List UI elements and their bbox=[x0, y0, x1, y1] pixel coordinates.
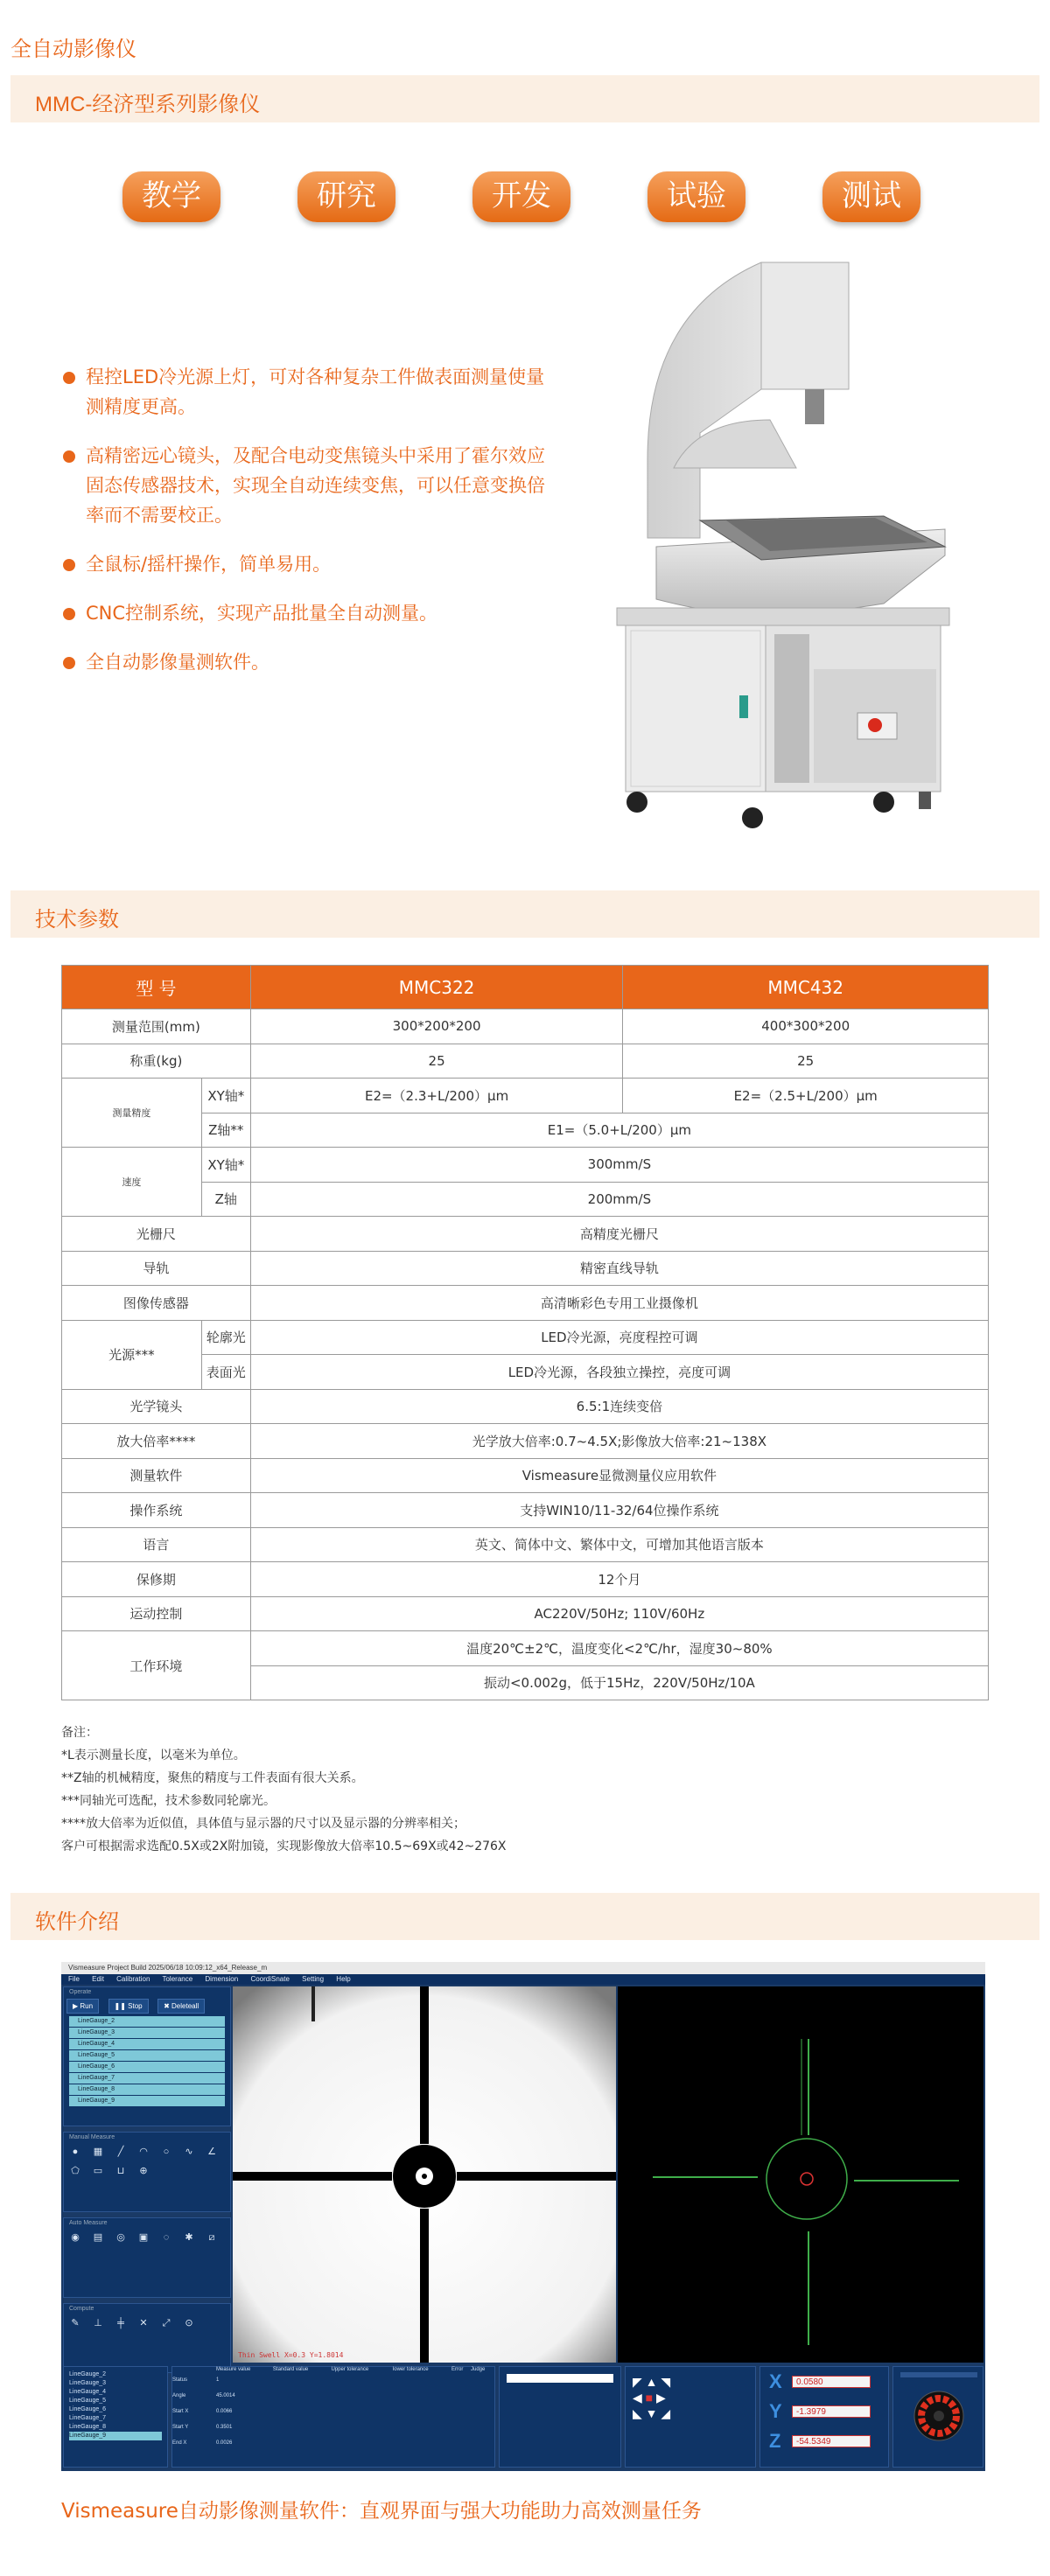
list-item[interactable]: LineGauge_9 bbox=[69, 2096, 225, 2106]
pill-teaching: 教学 bbox=[122, 171, 220, 222]
bullet-icon bbox=[63, 450, 75, 463]
curve-tool-icon[interactable]: ∿ bbox=[185, 2147, 193, 2157]
coordinate-panel bbox=[760, 2366, 889, 2468]
table-row: 测量精度 XY轴* E2=（2.3+L/200）μm E2=（2.5+L/200）μm bbox=[62, 1079, 989, 1113]
line-tool-icon[interactable]: ╱ bbox=[117, 2147, 124, 2157]
point-tool-icon[interactable]: ● bbox=[72, 2147, 79, 2157]
manual-measure-panel: Manual Measure ● ▦ ╱ ◠ ○ ∿ ∠⬠ ▭ ⊔ ⊕ bbox=[63, 2132, 231, 2212]
table-row: 操作系统 支持WIN10/11-32/64位操作系统 bbox=[62, 1493, 989, 1528]
jog-up-icon[interactable]: ▲ bbox=[645, 2375, 658, 2389]
sw-menubar bbox=[61, 1974, 985, 1985]
camera-view-secondary[interactable] bbox=[618, 1986, 984, 2363]
table-row: 保修期 12个月 bbox=[62, 1562, 989, 1597]
auto-line-icon[interactable]: ▤ bbox=[93, 2232, 103, 2243]
compute-panel: Compute ✎ ⊥ ╪ ✕ ⤢ ⊙ bbox=[63, 2303, 231, 2373]
feature-list bbox=[63, 362, 553, 696]
jog-down-right-icon[interactable]: ◢ bbox=[661, 2406, 671, 2420]
table-row: 图像传感器 高清晰彩色专用工业摄像机 bbox=[62, 1286, 989, 1321]
table-row: 光源*** 轮廓光 LED冷光源，亮度程控可调 bbox=[62, 1320, 989, 1355]
feature-item: 程控LED冷光源上灯，可对各种复杂工件做表面测量使量测精度更高。 bbox=[63, 362, 553, 422]
light-slider[interactable] bbox=[900, 2372, 977, 2377]
table-row: Z轴** E1=（5.0+L/200）μm bbox=[62, 1113, 989, 1148]
table-row: 测量范围(mm) 300*200*200 400*300*200 bbox=[62, 1009, 989, 1044]
pill-experiment: 试验 bbox=[648, 171, 746, 222]
feature-item: 全鼠标/摇杆操作，简单易用。 bbox=[63, 549, 553, 579]
list-item[interactable]: LineGauge_5 bbox=[69, 2050, 225, 2061]
notes bbox=[61, 1721, 507, 1858]
light-control-panel bbox=[892, 2366, 984, 2468]
gauge-list-panel bbox=[63, 2366, 168, 2468]
angle-tool-icon[interactable]: ∠ bbox=[207, 2147, 216, 2157]
table-row: Start X 0.0066 bbox=[172, 2409, 233, 2414]
note-item: *L表示测量长度，以毫米为单位。 bbox=[61, 1749, 246, 1763]
software-screenshot bbox=[61, 1962, 985, 2471]
operate-panel: Operate ▶ Run ❚❚ Stop ✖ Deleteall LineGauge_2 LineGauge_3 LineGauge_4 LineGauge_5 LineGauge_6 LineGauge_7 LineGauge_8 LineGauge_9 bbox=[63, 1986, 231, 2126]
status-panel bbox=[499, 2366, 621, 2468]
software-section-title: 软件介绍 bbox=[35, 1910, 119, 1934]
list-item[interactable]: LineGauge_3 bbox=[69, 2380, 107, 2386]
camera-image bbox=[233, 1986, 616, 2363]
jog-up-left-icon[interactable]: ◤ bbox=[633, 2375, 642, 2389]
z-axis-label: Z bbox=[769, 2430, 781, 2452]
feature-item: 高精密远心镜头，及配合电动变焦镜头中采用了霍尔效应固态传感器技术，实现全自动连续变焦，可以任意变换倍率而不需要校正。 bbox=[63, 441, 553, 530]
ring-light-icon[interactable] bbox=[913, 2390, 965, 2442]
table-row: Measure value Standard value Upper tolerance lower tolerance Error Judge bbox=[216, 2367, 486, 2372]
pill-development: 开发 bbox=[472, 171, 570, 222]
stop-button[interactable]: ❚❚ Stop bbox=[108, 1999, 149, 2014]
z-coordinate: -54.5349 bbox=[792, 2435, 871, 2447]
arc-tool-icon[interactable]: ◠ bbox=[139, 2147, 148, 2157]
menu-tolerance[interactable]: Tolerance bbox=[162, 1975, 193, 1983]
target-tool-icon[interactable]: ⊕ bbox=[139, 2166, 148, 2176]
midline-tool-icon[interactable]: ╪ bbox=[117, 2318, 124, 2328]
menu-file[interactable]: File bbox=[68, 1975, 80, 1983]
bullet-icon bbox=[63, 559, 75, 571]
rect-tool-icon[interactable]: ▭ bbox=[93, 2166, 103, 2176]
table-row: 导轨 精密直线导轨 bbox=[62, 1251, 989, 1286]
menu-edit[interactable]: Edit bbox=[92, 1975, 104, 1983]
table-row: 运动控制 AC220V/50Hz; 110V/60Hz bbox=[62, 1596, 989, 1631]
bullet-icon bbox=[63, 608, 75, 620]
list-item[interactable]: LineGauge_2 bbox=[69, 2016, 225, 2027]
specs-section-title: 技术参数 bbox=[35, 908, 119, 932]
list-item[interactable]: LineGauge_7 bbox=[69, 2073, 225, 2084]
result-table-panel bbox=[172, 2366, 495, 2468]
specs-section-header bbox=[10, 890, 1040, 938]
list-item[interactable]: LineGauge_4 bbox=[69, 2039, 225, 2049]
auto-ring-icon[interactable]: ◌ bbox=[163, 2232, 170, 2243]
list-item[interactable]: LineGauge_8 bbox=[69, 2084, 225, 2095]
table-row: 放大倍率**** 光学放大倍率:0.7~4.5X;影像放大倍率:21~138X bbox=[62, 1424, 989, 1459]
camera-readout: Thin Swell X=0.3 Y=1.8014 bbox=[238, 2351, 344, 2359]
y-axis-label: Y bbox=[769, 2400, 782, 2422]
pen-tool-icon[interactable]: ✎ bbox=[71, 2318, 80, 2328]
list-item[interactable]: LineGauge_2 bbox=[69, 2371, 107, 2377]
table-row: Z轴 200mm/S bbox=[62, 1182, 989, 1217]
edge-overlay bbox=[618, 1986, 984, 2363]
list-item[interactable]: LineGauge_5 bbox=[69, 2398, 107, 2404]
center-tool-icon[interactable]: ⊙ bbox=[185, 2318, 193, 2328]
jog-right-icon[interactable]: ▶ bbox=[656, 2391, 666, 2405]
page-title: 全自动影像仪 bbox=[10, 38, 136, 61]
x-axis-label: X bbox=[769, 2370, 782, 2392]
polygon-tool-icon[interactable]: ⬠ bbox=[71, 2166, 80, 2176]
note-item: ***同轴光可选配，技术参数同轮廓光。 bbox=[61, 1794, 276, 1808]
table-row: Start Y 0.3501 bbox=[172, 2425, 233, 2430]
product-section-header bbox=[10, 75, 1040, 122]
table-row: Angle 45.0014 bbox=[172, 2393, 235, 2398]
auto-circle-icon[interactable]: ◎ bbox=[116, 2232, 125, 2243]
list-item[interactable]: LineGauge_7 bbox=[69, 2415, 107, 2421]
machine-illustration bbox=[595, 258, 962, 870]
list-item[interactable]: LineGauge_8 bbox=[69, 2424, 107, 2430]
auto-square-icon[interactable]: ▣ bbox=[138, 2232, 149, 2243]
slot-tool-icon[interactable]: ⊔ bbox=[116, 2166, 125, 2176]
model-header: 型 号 bbox=[62, 966, 251, 1009]
tangent-tool-icon[interactable]: ⤢ bbox=[162, 2318, 171, 2328]
table-row: 速度 XY轴* 300mm/S bbox=[62, 1148, 989, 1183]
table-row bbox=[62, 966, 989, 1009]
table-row: 光栅尺 高精度光栅尺 bbox=[62, 1217, 989, 1252]
table-row: 工作环境 温度20℃±2℃，温度变化<2℃/hr，湿度30~80% bbox=[62, 1631, 989, 1666]
software-section-header bbox=[10, 1893, 1040, 1940]
auto-measure-panel: Auto Measure ◉ ▤ ◎ ▣ ◌ ✱ ⧄ bbox=[63, 2217, 231, 2298]
table-row: 光学镜头 6.5:1连续变倍 bbox=[62, 1389, 989, 1424]
menu-help[interactable]: Help bbox=[336, 1975, 351, 1983]
result-table bbox=[172, 2367, 494, 2451]
auto-diagonal-icon[interactable]: ⧄ bbox=[208, 2232, 215, 2243]
feature-item: 全自动影像量测软件。 bbox=[63, 647, 553, 677]
application-pills bbox=[0, 171, 1050, 227]
pill-testing: 测试 bbox=[822, 171, 920, 222]
auto-point-icon[interactable]: ◉ bbox=[71, 2232, 80, 2243]
y-coordinate: -1.3979 bbox=[792, 2405, 871, 2418]
menu-dimension[interactable]: Dimension bbox=[205, 1975, 239, 1983]
sw-titlebar: Vismeasure Project Build 2025/06/18 10:09:12_x64_Release_m bbox=[61, 1962, 985, 1974]
note-item: ****放大倍率为近似值，具体值与显示器的尺寸以及显示器的分辨率相关； bbox=[61, 1817, 466, 1831]
deleteall-button[interactable]: ✖ Deleteall bbox=[158, 1999, 205, 2014]
list-item[interactable]: LineGauge_9 bbox=[69, 2432, 162, 2440]
table-row: 测量软件 Vismeasure显微测量仪应用软件 bbox=[62, 1458, 989, 1493]
list-item[interactable]: LineGauge_6 bbox=[69, 2406, 107, 2412]
list-item[interactable]: LineGauge_3 bbox=[69, 2028, 225, 2038]
pill-research: 研究 bbox=[298, 171, 396, 222]
bullet-icon bbox=[63, 372, 75, 384]
status-field bbox=[507, 2374, 613, 2383]
menu-calibration[interactable]: Calibration bbox=[116, 1975, 150, 1983]
software-caption: Vismeasure自动影像测量软件：直观界面与强大功能助力高效测量任务 bbox=[61, 2500, 702, 2523]
sw-left-panel bbox=[63, 1986, 231, 2363]
distance-tool-icon[interactable]: ⊥ bbox=[94, 2318, 102, 2328]
table-row: 振动<0.002g，低于15Hz，220V/50Hz/10A bbox=[62, 1665, 989, 1700]
intersect-tool-icon[interactable]: ✕ bbox=[139, 2318, 148, 2328]
table-row: 称重(kg) 25 25 bbox=[62, 1044, 989, 1079]
model-mmc322: MMC322 bbox=[250, 966, 623, 1009]
menu-coordinate[interactable]: CoordiSnate bbox=[250, 1975, 290, 1983]
jog-left-icon[interactable]: ◀ bbox=[633, 2391, 642, 2405]
product-section-title: MMC-经济型系列影像仪 bbox=[35, 93, 261, 116]
camera-view-primary[interactable] bbox=[233, 1986, 616, 2363]
auto-settings-icon[interactable]: ✱ bbox=[185, 2232, 193, 2243]
x-coordinate: 0.0580 bbox=[792, 2376, 871, 2388]
jog-up-right-icon[interactable]: ◥ bbox=[661, 2375, 671, 2389]
jog-stop-icon[interactable]: ■ bbox=[645, 2391, 654, 2405]
table-row: End X 0.0026 bbox=[172, 2440, 233, 2446]
table-row: Status 1 bbox=[172, 2377, 220, 2383]
bullet-icon bbox=[63, 657, 75, 669]
jog-down-left-icon[interactable]: ◣ bbox=[633, 2406, 642, 2420]
notes-title: 备注： bbox=[61, 1726, 98, 1740]
circle-tool-icon[interactable]: ○ bbox=[163, 2147, 170, 2157]
list-item[interactable]: LineGauge_4 bbox=[69, 2389, 107, 2395]
note-item: **Z轴的机械精度，聚焦的精度与工件表面有很大关系。 bbox=[61, 1771, 364, 1785]
run-button[interactable]: ▶ Run bbox=[66, 1999, 99, 2014]
jog-down-icon[interactable]: ▼ bbox=[645, 2406, 658, 2420]
note-item: 客户可根据需求选配0.5X或2X附加镜，实现影像放大倍率10.5~69X或42~276X bbox=[61, 1840, 507, 1853]
feature-item: CNC控制系统，实现产品批量全自动测量。 bbox=[63, 598, 553, 628]
list-item[interactable]: LineGauge_6 bbox=[69, 2062, 225, 2072]
table-row: 表面光 LED冷光源，各段独立操控，亮度可调 bbox=[62, 1355, 989, 1390]
grid-tool-icon[interactable]: ▦ bbox=[93, 2147, 103, 2157]
spec-table bbox=[61, 965, 989, 1700]
model-mmc432: MMC432 bbox=[623, 966, 989, 1009]
jog-control-panel bbox=[625, 2366, 756, 2468]
menu-setting[interactable]: Setting bbox=[302, 1975, 325, 1983]
table-row: 语言 英文、简体中文、繁体中文，可增加其他语言版本 bbox=[62, 1527, 989, 1562]
sw-bottom-panel bbox=[63, 2366, 984, 2469]
